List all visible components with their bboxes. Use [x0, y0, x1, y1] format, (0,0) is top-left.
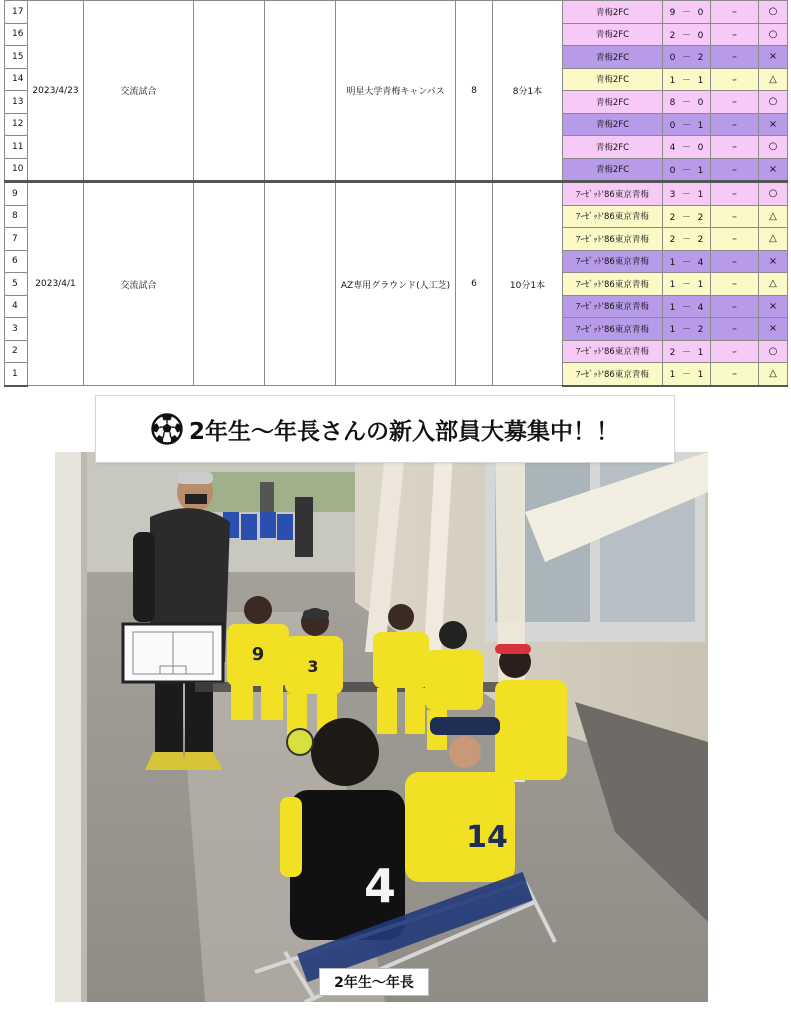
score-separator: － [681, 212, 691, 223]
result-mark: △ [759, 363, 788, 386]
score-opponent: 0 [697, 143, 704, 154]
opponent-name: 青梅2FC [563, 158, 663, 182]
score-opponent: 1 [697, 190, 704, 201]
score-separator: － [681, 190, 691, 201]
jersey-number: 9 [251, 644, 265, 665]
extra-cell: ｰ [711, 363, 759, 386]
score-separator: － [681, 347, 691, 358]
score-own: 1 [669, 370, 676, 381]
score-opponent: 1 [697, 280, 704, 291]
match-number: 4 [5, 295, 28, 318]
match-venue: 明星大学青梅キャンパス [336, 1, 456, 182]
score-separator: － [681, 8, 691, 19]
extra-cell: ｰ [711, 91, 759, 114]
empty-cell [265, 182, 336, 386]
opponent-name: ｱｰｾﾞｯﾄ'86東京青梅 [563, 228, 663, 251]
score-separator: － [681, 257, 691, 268]
opponent-name: ｱｰｾﾞｯﾄ'86東京青梅 [563, 295, 663, 318]
empty-cell [194, 182, 265, 386]
match-number: 16 [5, 23, 28, 46]
result-mark: × [759, 113, 788, 136]
score-own: 2 [669, 347, 676, 358]
score-cell [663, 295, 711, 318]
extra-cell: ｰ [711, 136, 759, 159]
extra-cell: ｰ [711, 113, 759, 136]
match-format: 10分1本 [493, 182, 563, 386]
extra-cell: ｰ [711, 250, 759, 273]
extra-cell: ｰ [711, 23, 759, 46]
result-mark: △ [759, 228, 788, 251]
jersey-number: 4 [363, 859, 397, 913]
match-date: 2023/4/1 [28, 182, 84, 386]
score-cell [663, 23, 711, 46]
score-opponent: 1 [697, 347, 704, 358]
result-mark: ○ [759, 91, 788, 114]
score-opponent: 0 [697, 98, 704, 109]
extra-cell: ｰ [711, 228, 759, 251]
extra-cell: ｰ [711, 1, 759, 24]
match-number: 5 [5, 273, 28, 296]
match-number: 9 [5, 182, 28, 206]
score-own: 1 [669, 302, 676, 313]
score-separator: － [681, 143, 691, 154]
team-photo [55, 452, 708, 1002]
score-cell [663, 250, 711, 273]
recruitment-banner [95, 395, 675, 463]
jersey-number: 3 [307, 657, 319, 676]
opponent-name: 青梅2FC [563, 46, 663, 69]
score-own: 2 [669, 235, 676, 246]
match-results-table [4, 0, 788, 387]
score-separator: － [681, 280, 691, 291]
result-mark: × [759, 318, 788, 341]
score-cell [663, 46, 711, 69]
score-cell [663, 318, 711, 341]
score-cell [663, 158, 711, 182]
score-separator: － [681, 370, 691, 381]
match-number: 17 [5, 1, 28, 24]
opponent-name: 青梅2FC [563, 136, 663, 159]
result-mark: × [759, 158, 788, 182]
score-separator: － [681, 165, 691, 176]
extra-cell: ｰ [711, 158, 759, 182]
score-separator: － [681, 53, 691, 64]
score-opponent: 0 [697, 8, 704, 19]
match-type: 交流試合 [84, 1, 194, 182]
opponent-name: ｱｰｾﾞｯﾄ'86東京青梅 [563, 273, 663, 296]
score-separator: － [681, 120, 691, 131]
opponent-name: 青梅2FC [563, 68, 663, 91]
team-count: 6 [456, 182, 493, 386]
score-separator: － [681, 98, 691, 109]
score-cell [663, 91, 711, 114]
score-own: 0 [669, 53, 676, 64]
opponent-name: ｱｰｾﾞｯﾄ'86東京青梅 [563, 340, 663, 363]
opponent-name: 青梅2FC [563, 23, 663, 46]
score-cell [663, 1, 711, 24]
tactics-board [123, 624, 223, 682]
extra-cell: ｰ [711, 46, 759, 69]
score-own: 0 [669, 165, 676, 176]
score-opponent: 2 [697, 325, 704, 336]
extra-cell: ｰ [711, 318, 759, 341]
opponent-name: ｱｰｾﾞｯﾄ'86東京青梅 [563, 205, 663, 228]
result-mark: ○ [759, 23, 788, 46]
extra-cell: ｰ [711, 340, 759, 363]
score-separator: － [681, 30, 691, 41]
match-number: 12 [5, 113, 28, 136]
score-cell [663, 363, 711, 386]
match-type: 交流試合 [84, 182, 194, 386]
score-cell [663, 273, 711, 296]
match-number: 2 [5, 340, 28, 363]
score-cell [663, 68, 711, 91]
score-own: 4 [669, 143, 676, 154]
score-cell [663, 340, 711, 363]
score-own: 1 [669, 325, 676, 336]
score-separator: － [681, 302, 691, 313]
score-opponent: 2 [697, 53, 704, 64]
score-separator: － [681, 325, 691, 336]
table-row [5, 1, 788, 24]
match-number: 13 [5, 91, 28, 114]
team-photo-illustration [55, 452, 708, 1002]
match-number: 15 [5, 46, 28, 69]
result-mark: ○ [759, 182, 788, 206]
soccer-ball-icon [151, 413, 183, 445]
opponent-name: ｱｰｾﾞｯﾄ'86東京青梅 [563, 250, 663, 273]
score-separator: － [681, 75, 691, 86]
result-mark: ○ [759, 340, 788, 363]
match-date: 2023/4/23 [28, 1, 84, 182]
score-own: 1 [669, 280, 676, 291]
score-own: 1 [669, 75, 676, 86]
score-cell [663, 113, 711, 136]
score-opponent: 4 [697, 257, 704, 268]
extra-cell: ｰ [711, 205, 759, 228]
score-separator: － [681, 235, 691, 246]
score-opponent: 4 [697, 302, 704, 313]
match-number: 3 [5, 318, 28, 341]
score-cell [663, 205, 711, 228]
score-cell [663, 182, 711, 206]
score-opponent: 2 [697, 235, 704, 246]
score-opponent: 1 [697, 370, 704, 381]
result-mark: × [759, 295, 788, 318]
opponent-name: 青梅2FC [563, 1, 663, 24]
match-number: 10 [5, 158, 28, 182]
score-opponent: 0 [697, 30, 704, 41]
score-opponent: 1 [697, 120, 704, 131]
opponent-name: ｱｰｾﾞｯﾄ'86東京青梅 [563, 318, 663, 341]
score-cell [663, 228, 711, 251]
score-opponent: 2 [697, 212, 704, 223]
result-mark: ○ [759, 136, 788, 159]
result-mark: × [759, 46, 788, 69]
result-mark: × [759, 250, 788, 273]
score-own: 9 [669, 8, 676, 19]
score-own: 1 [669, 257, 676, 268]
opponent-name: 青梅2FC [563, 91, 663, 114]
team-count: 8 [456, 1, 493, 182]
extra-cell: ｰ [711, 295, 759, 318]
match-number: 11 [5, 136, 28, 159]
extra-cell: ｰ [711, 68, 759, 91]
extra-cell: ｰ [711, 273, 759, 296]
banner-text: 2年生～年長さんの新入部員大募集中！！ [188, 418, 619, 445]
match-number: 6 [5, 250, 28, 273]
empty-cell [265, 1, 336, 182]
result-mark: ○ [759, 1, 788, 24]
result-mark: △ [759, 68, 788, 91]
match-number: 1 [5, 363, 28, 386]
empty-cell [194, 1, 265, 182]
score-opponent: 1 [697, 165, 704, 176]
score-cell [663, 136, 711, 159]
score-own: 8 [669, 98, 676, 109]
score-own: 0 [669, 120, 676, 131]
result-mark: △ [759, 273, 788, 296]
match-format: 8分1本 [493, 1, 563, 182]
extra-cell: ｰ [711, 182, 759, 206]
result-mark: △ [759, 205, 788, 228]
table-row [5, 182, 788, 206]
score-opponent: 1 [697, 75, 704, 86]
jersey-number: 14 [466, 820, 508, 855]
photo-caption: 2年生～年長 [319, 968, 429, 996]
opponent-name: ｱｰｾﾞｯﾄ'86東京青梅 [563, 182, 663, 206]
match-number: 8 [5, 205, 28, 228]
opponent-name: 青梅2FC [563, 113, 663, 136]
score-own: 2 [669, 30, 676, 41]
score-own: 2 [669, 212, 676, 223]
opponent-name: ｱｰｾﾞｯﾄ'86東京青梅 [563, 363, 663, 386]
match-number: 7 [5, 228, 28, 251]
match-number: 14 [5, 68, 28, 91]
score-own: 3 [669, 190, 676, 201]
match-venue: AZ専用グラウンド(人工芝) [336, 182, 456, 386]
